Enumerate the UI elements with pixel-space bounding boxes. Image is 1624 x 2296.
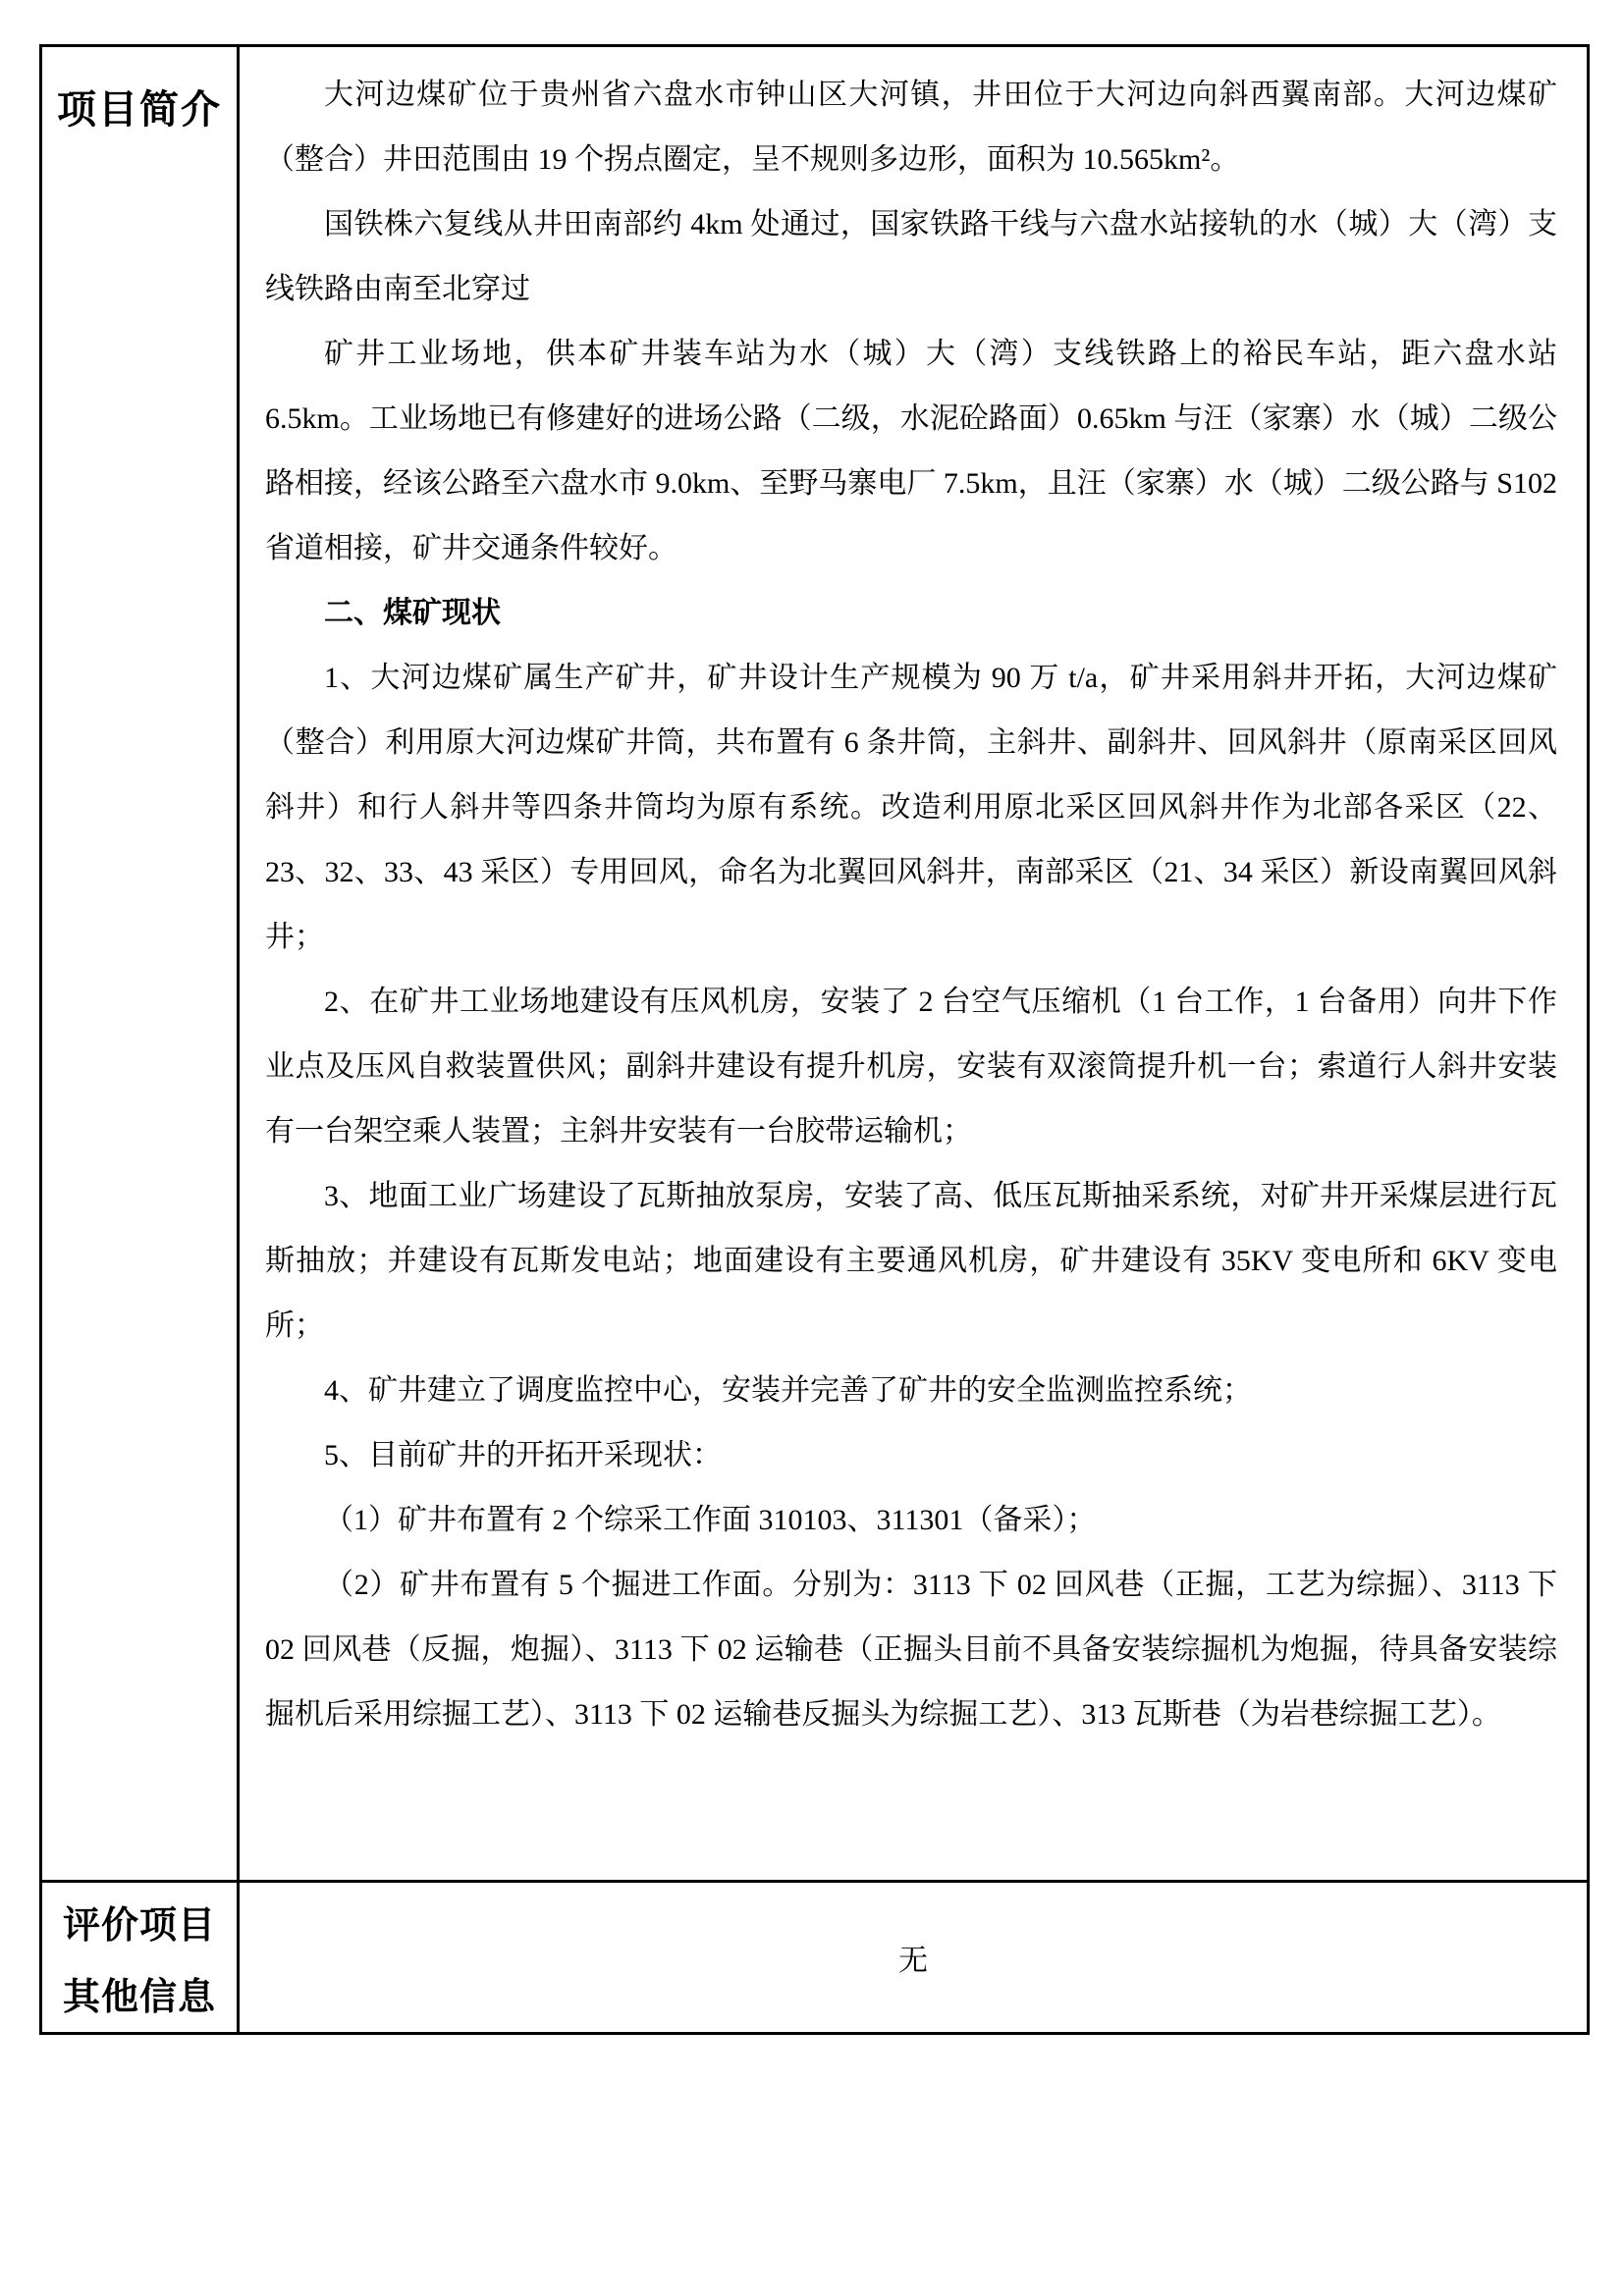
paragraph-railway: 国铁株六复线从井田南部约 4km 处通过，国家铁路干线与六盘水站接轨的水（城）大（湾）支线铁路由南至北穿过 <box>265 208 1557 305</box>
table-row-other-info <box>42 1880 1587 2032</box>
paragraph-industrial-site: 矿井工业场地，供本矿井装车站为水（城）大（湾）支线铁路上的裕民车站，距六盘水站 6.5km。工业场地已有修建好的进场公路（二级，水泥砼路面）0.65km 与汪（家寨）水（城）二级公路相接，经该公路至六盘水市 9.0km、至野马寨电厂 7.5km，且汪（家寨）水（城）二级公路与 S102 省道相接，矿井交通条件较好。 <box>265 338 1557 564</box>
project-intro-header-cell: 项目简介 <box>42 47 240 1880</box>
paragraph-item-4: 4、矿井建立了调度监控中心，安装并完善了矿井的安全监测监控系统； <box>324 1374 1252 1407</box>
other-info-header-line-2: 其他信息 <box>62 1977 216 2018</box>
paragraph-item-3: 3、地面工业广场建设了瓦斯抽放泵房，安装了高、低压瓦斯抽采系统，对矿井开采煤层进行瓦斯抽放；并建设有瓦斯发电站；地面建设有主要通风机房，矿井建设有 35KV 变电所和 6KV 变电所； <box>265 1180 1557 1342</box>
paragraph-subitem-2: （2）矿井布置有 5 个掘进工作面。分别为：3113 下 02 回风巷（正掘，工艺为综掘）、3113 下 02 回风巷（反掘，炮掘）、3113 下 02 运输巷（正掘头目前不具备安装综掘机为炮掘，待具备安装综掘机后采用综掘工艺）、3113 下 02 运输巷反掘头为综掘工艺）、313 瓦斯巷（为岩巷综掘工艺）。 <box>265 1569 1557 1731</box>
other-info-header-line-1: 评价项目 <box>62 1905 216 1947</box>
paragraph-subitem-1: （1）矿井布置有 2 个综采工作面 310103、311301（备采）； <box>324 1504 1097 1536</box>
project-intro-content-cell <box>240 47 1587 1880</box>
other-info-content-cell <box>240 1883 1587 2032</box>
table-row-project-intro <box>42 47 1587 1880</box>
paragraph-location: 大河边煤矿位于贵州省六盘水市钟山区大河镇，井田位于大河边向斜西翼南部。大河边煤矿（整合）井田范围由 19 个拐点圈定，呈不规则多边形，面积为 10.565km²。 <box>265 79 1557 176</box>
other-info-header-cell <box>42 1883 240 2032</box>
info-table <box>39 44 1590 2035</box>
paragraph-item-1: 1、大河边煤矿属生产矿井，矿井设计生产规模为 90 万 t/a，矿井采用斜井开拓，大河边煤矿（整合）利用原大河边煤矿井筒，共布置有 6 条井筒，主斜井、副斜井、回风斜井（原南采区回风斜井）和行人斜井等四条井筒均为原有系统。改造利用原北采区回风斜井作为北部各采区（22、23、32、33、43 采区）专用回风，命名为北翼回风斜井，南部采区（21、34 采区）新设南翼回风斜井； <box>265 662 1557 953</box>
section-heading-mine-status: 二、煤矿现状 <box>324 597 501 629</box>
paragraph-item-5: 5、目前矿井的开拓开采现状： <box>324 1439 722 1471</box>
other-info-value: 无 <box>898 1945 928 1977</box>
paragraph-item-2: 2、在矿井工业场地建设有压风机房，安装了 2 台空气压缩机（1 台工作，1 台备用）向井下作业点及压风自救装置供风；副斜井建设有提升机房，安装有双滚筒提升机一台；索道行人斜井安装有一台架空乘人装置；主斜井安装有一台胶带运输机； <box>265 986 1557 1148</box>
